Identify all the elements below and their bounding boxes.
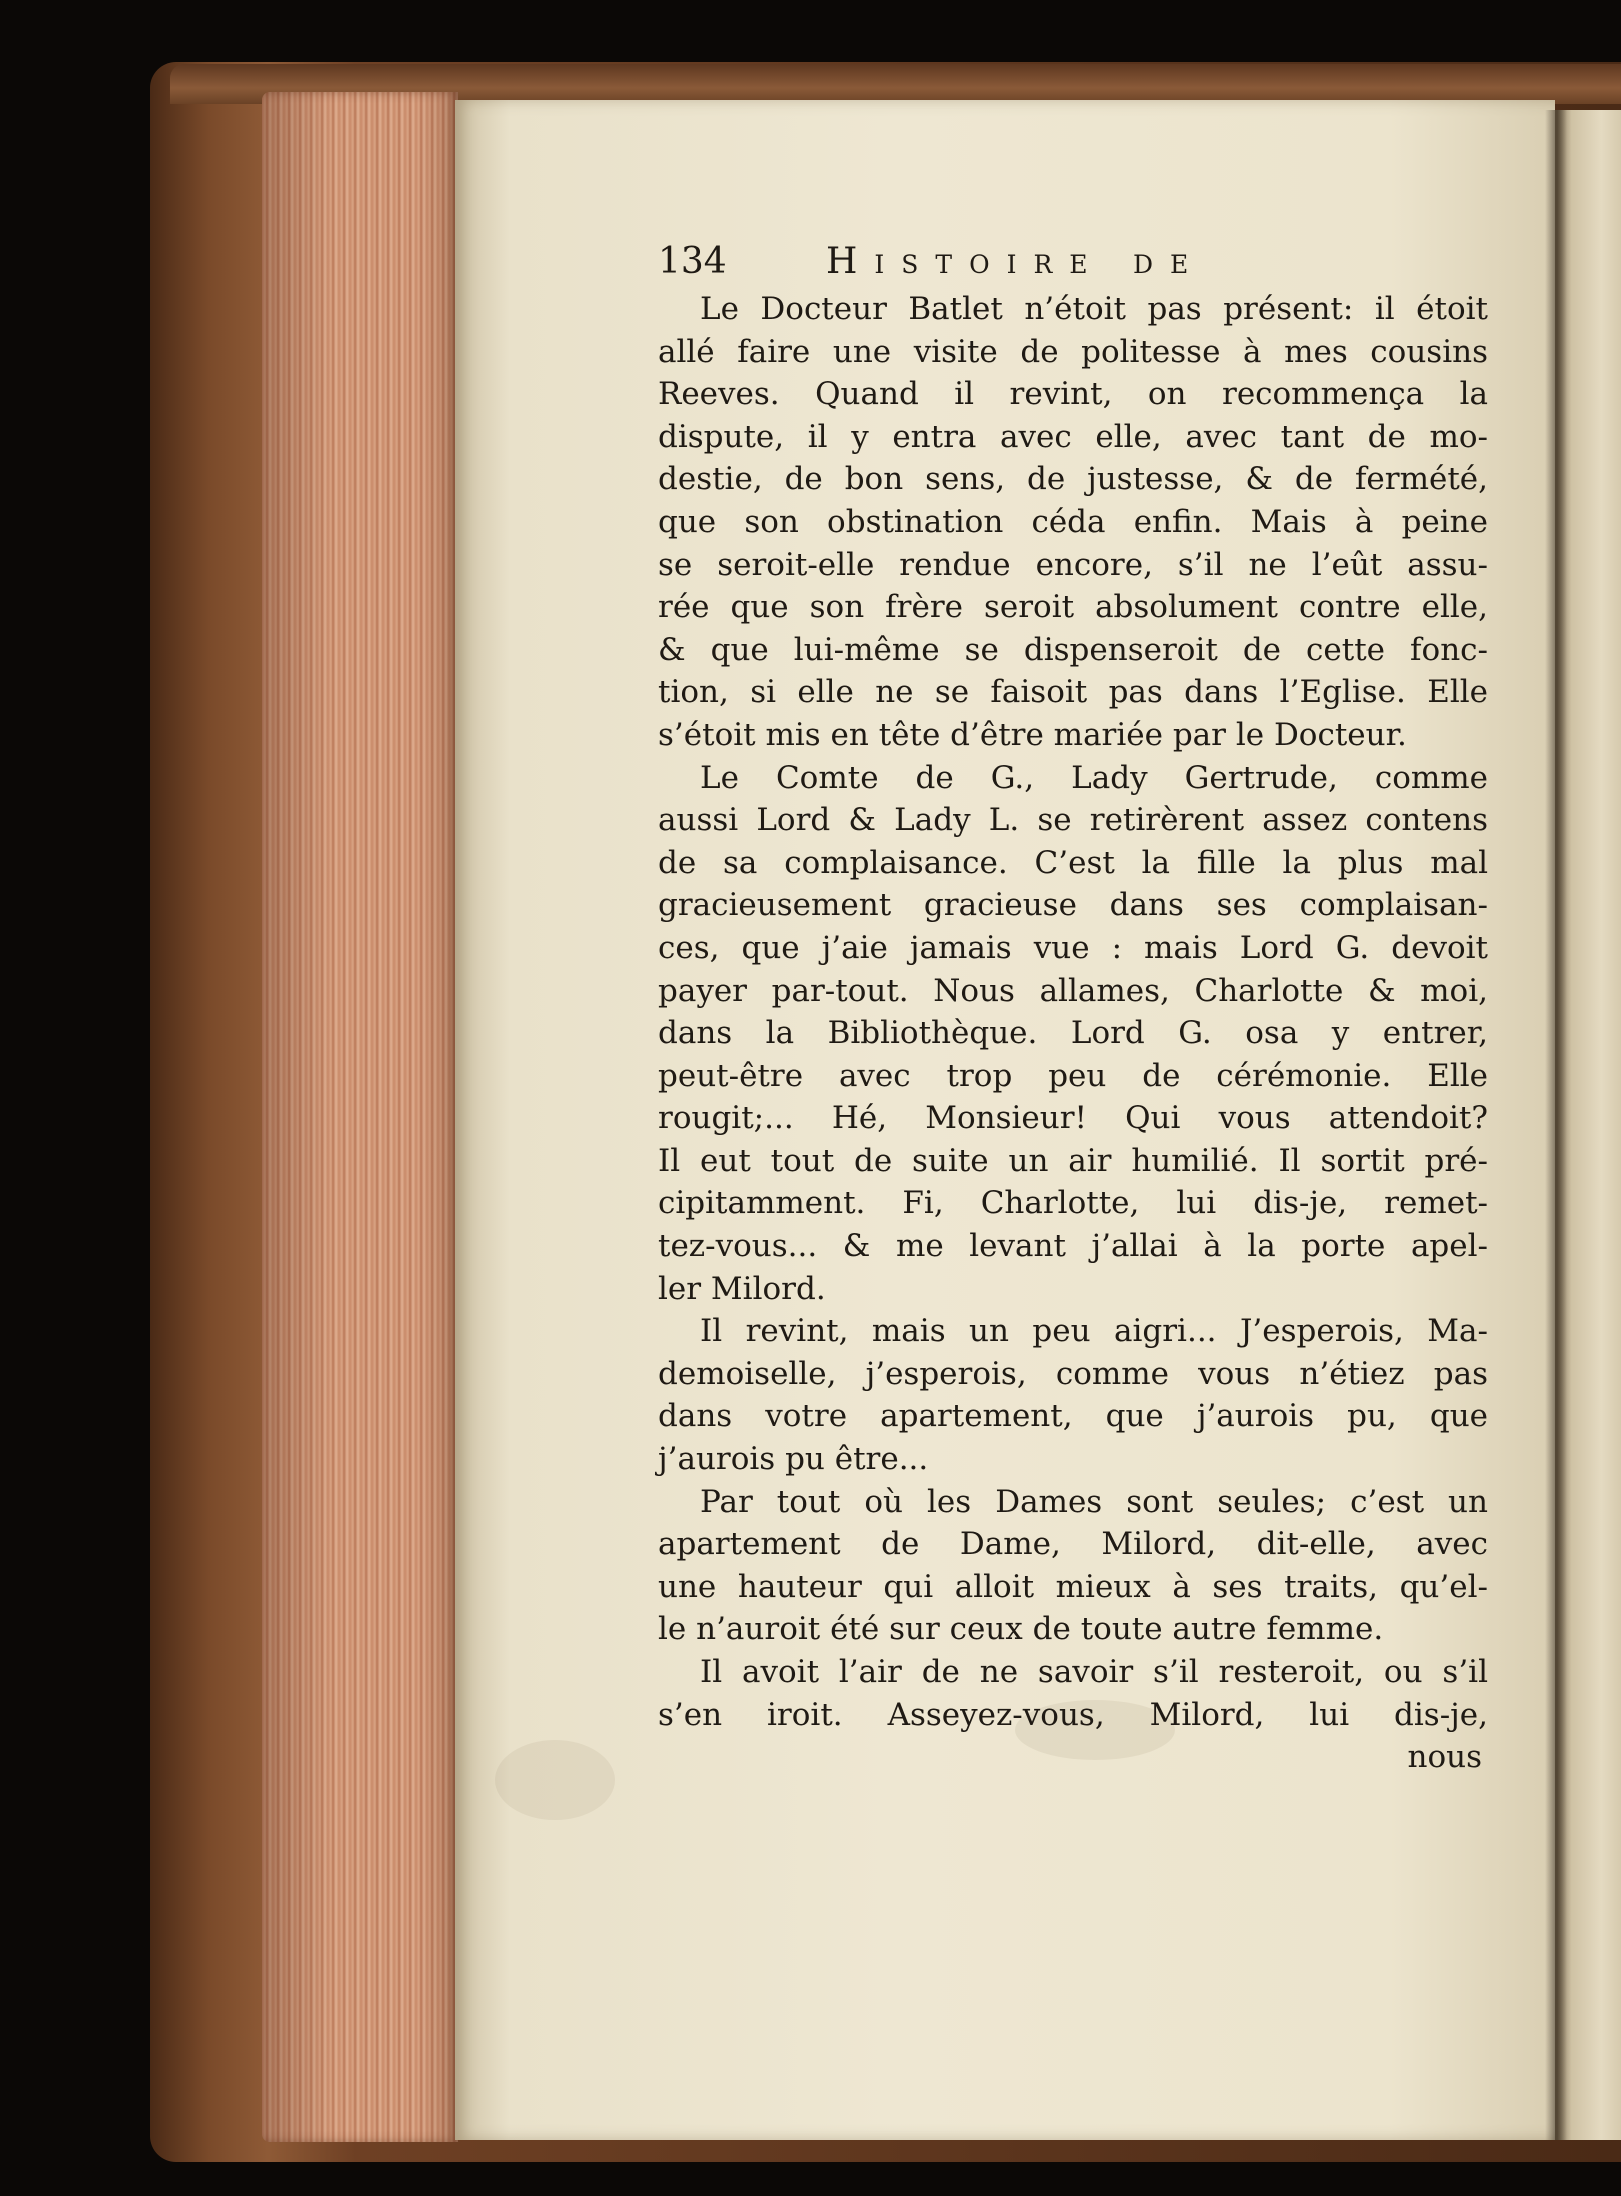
text-block: [658, 236, 1488, 1778]
text-line: rée que son frère seroit absolument contre elle,: [658, 589, 1488, 626]
running-head: [658, 236, 1488, 288]
text-line: allé faire une visite de politesse à mes cousins: [658, 333, 1488, 370]
text-line: Il avoit l’air de ne savoir s’il resteroit, ou s’il: [700, 1654, 1488, 1690]
text-line: dans la Bibliothèque. Lord G. osa y entrer,: [658, 1015, 1488, 1052]
text-line: que son obstination céda enfin. Mais à peine: [658, 503, 1488, 540]
page-gutter-shadow: [1545, 110, 1567, 2140]
text-line: Le Comte de G., Lady Gertrude, comme: [700, 759, 1488, 796]
text-line: aussi Lord & Lady L. se retirèrent assez contens: [658, 802, 1488, 839]
text-line: apartement de Dame, Milord, dit-elle, avec: [658, 1526, 1488, 1563]
page-number: 134: [658, 241, 727, 282]
text-line: ces, que j’aie jamais vue : mais Lord G. devoit: [658, 929, 1488, 966]
text-line: & que lui-même se dispenseroit de cette fonc-: [658, 631, 1488, 668]
text-line: Il revint, mais un peu aigri... J’esperois, Ma-: [700, 1313, 1488, 1350]
text-line: s’étoit mis en tête d’être mariée par le Docteur.: [658, 716, 1407, 753]
text-line: dans votre apartement, que j’aurois pu, que: [658, 1398, 1488, 1435]
text-line: tez-vous... & me levant j’allai à la porte apel-: [658, 1228, 1488, 1265]
text-line: le n’auroit été sur ceux de toute autre femme.: [658, 1611, 1384, 1648]
text-line: tion, si elle ne se faisoit pas dans l’Eglise. Elle: [658, 674, 1488, 711]
show-through-smudge: [495, 1740, 615, 1820]
text-line: s’en iroit. Asseyez-vous, Milord, lui dis-je,: [658, 1696, 1488, 1733]
text-line: gracieusement gracieuse dans ses complaisan-: [658, 887, 1488, 924]
text-line: de sa complaisance. C’est la fille la plus mal: [658, 844, 1488, 881]
text-line: ler Milord.: [658, 1270, 826, 1307]
text-line: rougit;... Hé, Monsieur! Qui vous attendoit?: [658, 1100, 1488, 1137]
text-line: payer par-tout. Nous allames, Charlotte & moi,: [658, 972, 1488, 1009]
text-line: une hauteur qui alloit mieux à ses traits, qu’el-: [658, 1568, 1488, 1605]
text-line: Le Docteur Batlet n’étoit pas présent: il étoit: [700, 291, 1488, 327]
text-line: Il eut tout de suite un air humilié. Il sortit pré-: [658, 1142, 1488, 1179]
text-line: j’aurois pu être...: [658, 1441, 929, 1478]
text-line: destie, de bon sens, de justesse, & de fermété,: [658, 461, 1488, 498]
text-line: dispute, il y entra avec elle, avec tant de mo-: [658, 418, 1488, 455]
catchword: nous: [1407, 1739, 1482, 1776]
text-line: se seroit-elle rendue encore, s’il ne l’eût assu-: [658, 546, 1488, 583]
text-line: Par tout où les Dames sont seules; c’est un: [700, 1483, 1488, 1520]
page-edges-shading: [262, 92, 458, 2142]
text-line: Reeves. Quand il revint, on recommença la: [658, 376, 1488, 413]
text-line: cipitamment. Fi, Charlotte, lui dis-je, remet-: [658, 1185, 1488, 1222]
text-line: peut-être avec trop peu de cérémonie. Elle: [658, 1057, 1488, 1094]
text-line: demoiselle, j’esperois, comme vous n’étiez pas: [658, 1355, 1488, 1392]
running-title: Histoire de: [826, 241, 1206, 282]
body-text: [658, 288, 1488, 1736]
